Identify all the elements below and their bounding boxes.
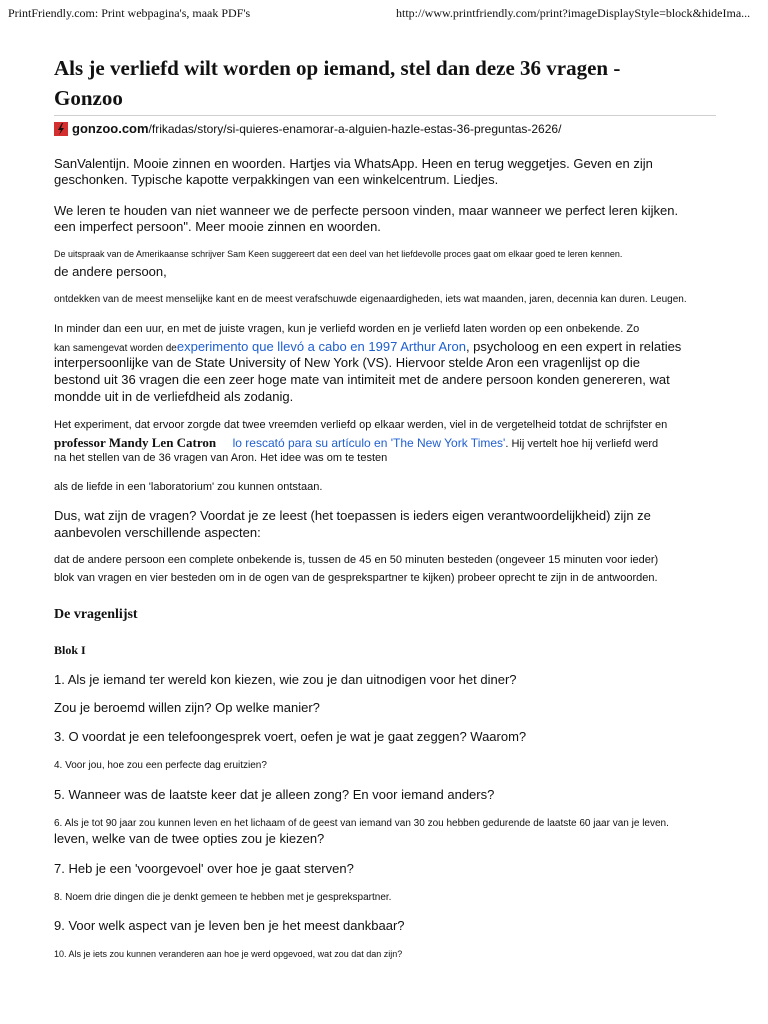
- questions-intro-line3: dat de andere persoon een complete onbekende is, tussen de 45 en 50 minuten besteden (ongeveer 15 minuten voor ieder): [54, 554, 659, 566]
- catron-line2-post: . Hij vertelt hoe hij verliefd werd: [505, 438, 659, 450]
- question-9: 9. Voor welk aspect van je leven ben je het meest dankbaar?: [54, 918, 405, 933]
- print-header-url: http://www.printfriendly.com/print?imageDisplayStyle=block&hideIma...: [396, 6, 751, 20]
- experiment-line2-pre: kan samengevat worden de: [54, 343, 177, 354]
- block-title: Blok I: [54, 643, 86, 657]
- catron-line3: na het stellen van de 36 vragen van Aron. Het idee was om te testen: [54, 452, 388, 464]
- question-5: 5. Wanneer was de laatste keer dat je alleen zong? En voor iemand anders?: [54, 787, 495, 802]
- experiment-line2: [54, 338, 681, 356]
- page-title-line-1: Als je verliefd wilt worden op iemand, stel dan deze 36 vragen -: [54, 56, 621, 80]
- source-path[interactable]: /frikadas/story/si-quieres-enamorar-a-alguien-hazle-estas-36-preguntas-2626/: [148, 122, 562, 136]
- question-3: 3. O voordat je een telefoongesprek voert, oefen je wat je gaat zeggen? Waarom?: [54, 729, 527, 744]
- print-header-title: PrintFriendly.com: Print webpagina's, maak PDF's: [8, 6, 251, 20]
- section-title: De vragenlijst: [54, 607, 138, 622]
- experiment-line2-post: , psycholoog en een expert in relaties: [465, 339, 682, 354]
- nyt-article-link[interactable]: lo rescató para su artículo en 'The New York Times': [232, 436, 506, 450]
- catron-name: professor Mandy Len Catron: [54, 435, 217, 450]
- intro-p4-small: ontdekken van de meest menselijke kant en de meest verafschuwde eigenaardigheden, iets wat maanden, jaren, decennia kan duren. Leugen.: [54, 294, 687, 305]
- intro-p1-line1: SanValentijn. Mooie zinnen en woorden. Hartjes via WhatsApp. Heen en terug weggetjes. Geven en zijn: [54, 156, 653, 171]
- question-6-line1: 6. Als je tot 90 jaar zou kunnen leven en het lichaam of de geest van iemand van 30 zou hebben gedurende de laatste 60 jaar van je leven.: [54, 818, 669, 829]
- source-link[interactable]: [72, 121, 561, 136]
- question-10: 10. Als je iets zou kunnen veranderen aan hoe je werd opgevoed, wat zou dat dan zijn?: [54, 949, 403, 959]
- catron-line4: als de liefde in een 'laboratorium' zou kunnen ontstaan.: [54, 481, 323, 493]
- intro-p2-line1: We leren te houden van niet wanneer we de perfecte persoon vinden, maar wanneer we perfect leren kijken.: [54, 203, 679, 218]
- questions-intro-line1: Dus, wat zijn de vragen? Voordat je ze leest (het toepassen is ieders eigen verantwoordelijkheid) zijn ze: [54, 508, 651, 523]
- questions-intro-line4: blok van vragen en vier besteden om in de ogen van de gesprekspartner te kijken) probeer oprecht te zijn in de antwoorden.: [54, 572, 658, 584]
- gonzoo-logo-icon: [54, 122, 68, 136]
- experiment-line3: interpersoonlijke van de State University of New York (VS). Hiervoor stelde Aron een vragenlijst op die: [54, 355, 641, 370]
- question-7: 7. Heb je een 'voorgevoel' over hoe je gaat sterven?: [54, 861, 354, 876]
- question-8: 8. Noem drie dingen die je denkt gemeen te hebben met je gesprekspartner.: [54, 892, 392, 903]
- page-title-line-2: Gonzoo: [54, 86, 123, 110]
- question-1: 1. Als je iemand ter wereld kon kiezen, wie zou je dan uitnodigen voor het diner?: [54, 672, 517, 687]
- intro-p2-line2: een imperfect persoon". Meer mooie zinnen en woorden.: [54, 219, 381, 234]
- question-2: Zou je beroemd willen zijn? Op welke manier?: [54, 700, 320, 715]
- intro-p1-line2: geschonken. Typische kapotte verpakkingen van een winkelcentrum. Liedjes.: [54, 172, 499, 187]
- experiment-line1: In minder dan een uur, en met de juiste vragen, kun je verliefd worden en je verliefd laten worden op een onbekende. Zo: [54, 323, 640, 335]
- experiment-line4: bestond uit 36 vragen die een zeer hoge mate van intimiteit met de andere persoon konden genereren, wat: [54, 372, 670, 387]
- experiment-line5: mondde uit in de verliefdheid als zodanig.: [54, 389, 294, 404]
- catron-line1: Het experiment, dat ervoor zorgde dat twee vreemden verliefd op elkaar werden, viel in de vergetelheid totdat de schrijfster en: [54, 419, 668, 431]
- source-domain[interactable]: gonzoo.com: [72, 121, 149, 136]
- question-6-line2: leven, welke van de twee opties zou je kiezen?: [54, 831, 325, 846]
- catron-line2: [54, 434, 658, 452]
- aron-experiment-link[interactable]: experimento que llevó a cabo en 1997 Arthur Aron: [176, 339, 466, 354]
- intro-p3-small: De uitspraak van de Amerikaanse schrijver Sam Keen suggereert dat een deel van het liefdevolle proces gaat om elkaar goed te leren kennen.: [54, 249, 623, 259]
- questions-intro-line2: aanbevolen verschillende aspecten:: [54, 525, 261, 540]
- question-4: 4. Voor jou, hoe zou een perfecte dag eruitzien?: [54, 760, 267, 771]
- intro-p3-line2: de andere persoon,: [54, 264, 167, 279]
- title-divider: [54, 115, 716, 116]
